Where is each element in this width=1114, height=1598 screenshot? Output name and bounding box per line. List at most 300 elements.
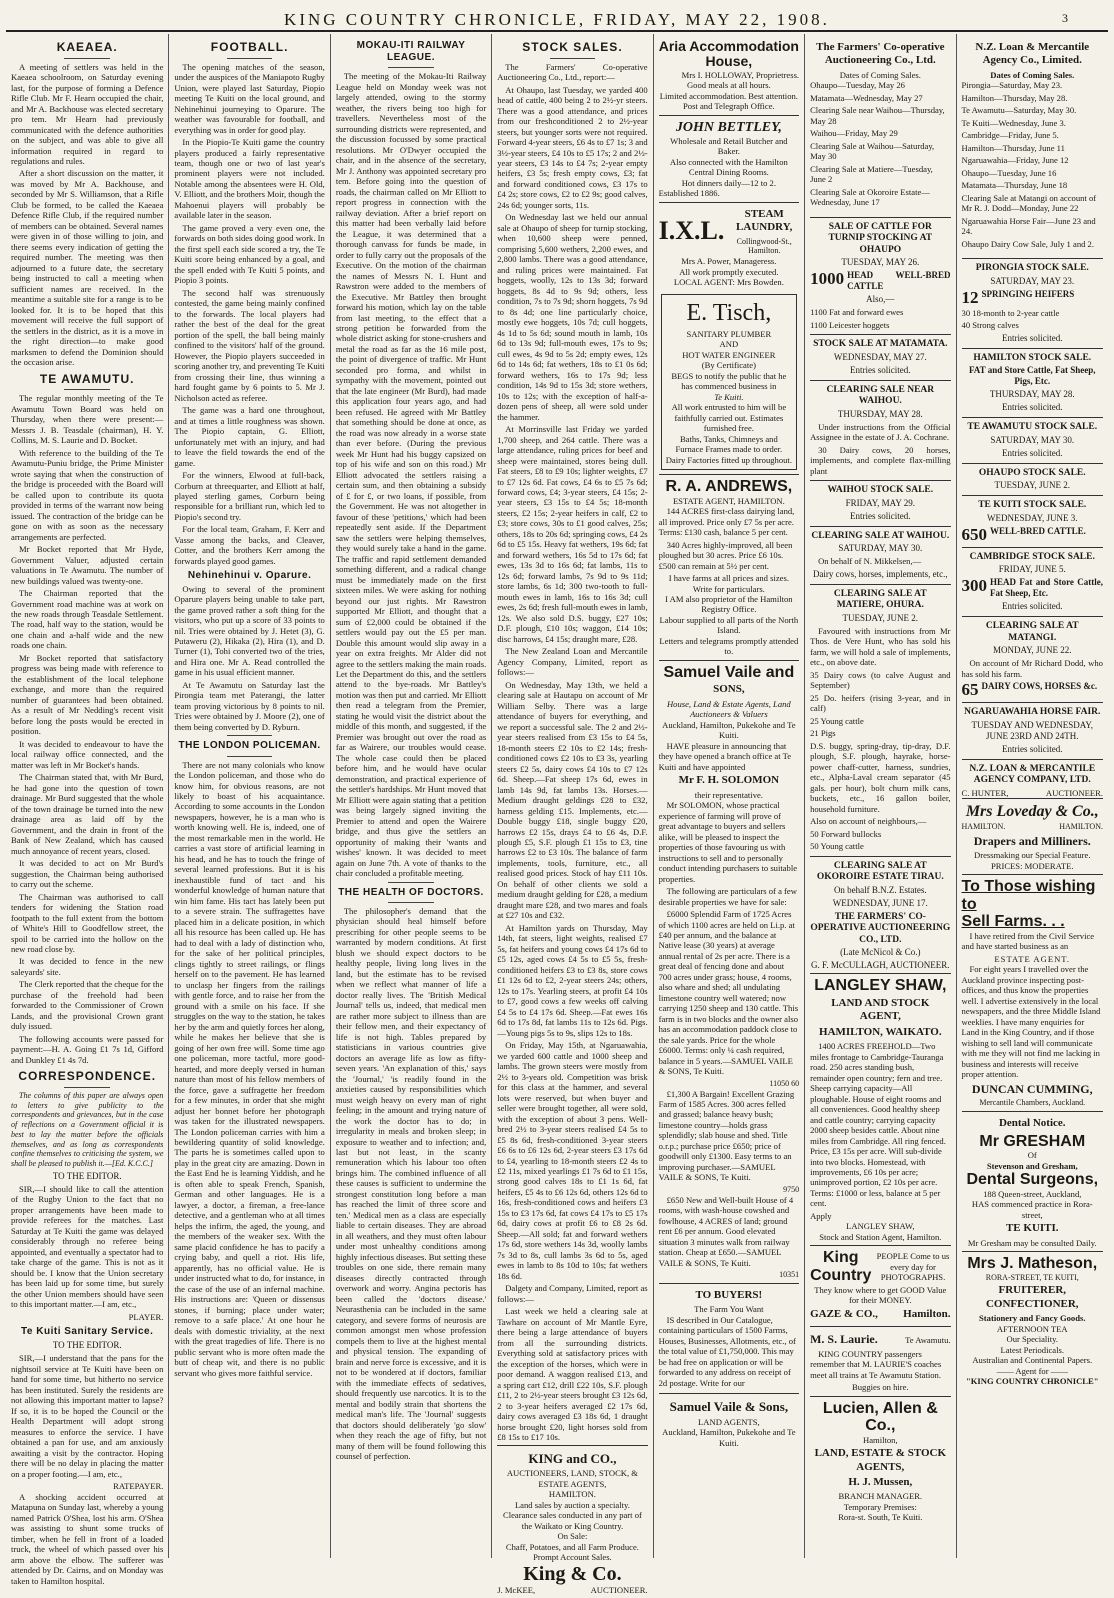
farmers-footer: (Late McNicol & Co.) — [840, 947, 921, 958]
divider — [64, 1087, 110, 1088]
nzl-date-list — [962, 80, 1103, 249]
laurie-name: M. S. Laurie. — [810, 1331, 878, 1346]
teawamutu-para: It was decided to fence in the new saleyards' site. — [11, 956, 164, 977]
divider — [810, 584, 950, 585]
lot-item: Also on account of neighbours,— — [810, 816, 927, 827]
langley-line: LANGLEY SHAW, — [846, 1221, 915, 1232]
sale-date-item: Clearing Sale at Okoroire Estate—Wednesday, June 17 — [810, 186, 930, 208]
sale-lot — [962, 681, 1103, 698]
king-co-line: Land sales by auction a specialty. — [514, 1499, 630, 1510]
tisch-name: E. Tisch, — [686, 300, 772, 327]
sale-date: TUESDAY AND WEDNESDAY, JUNE 23RD AND 24TH. — [971, 719, 1093, 741]
andrews-line: ESTATE AGENT, HAMILTON. — [672, 495, 785, 506]
column-7 — [957, 34, 1108, 1558]
divider — [810, 856, 950, 857]
loveday-line: PRICES: MODERATE. — [990, 860, 1074, 871]
divider — [810, 480, 950, 481]
langley-line: LAND AND STOCK AGENT, — [831, 996, 930, 1023]
andrews-line: Letters and telegrams promptly attended to. — [659, 635, 799, 657]
king-co-line: HAMILTON. — [548, 1489, 596, 1500]
tisch-line: Baths, Tanks, Chimneys and Furnace Frames made to order. Dairy Factories fitted up throughout. — [665, 433, 792, 465]
laurie-header — [810, 1330, 950, 1349]
vaile-line: Auckland, Hamilton, Pukekohe and Te Kuiti. — [662, 719, 796, 741]
langley-name: LANGLEY SHAW, — [814, 977, 947, 995]
gaze-footer — [810, 1306, 950, 1323]
to-the-editor: TO THE EDITOR. — [52, 1340, 122, 1351]
column-6 — [805, 34, 956, 1558]
lot-item: D.S. buggy, spring-dray, tip-dray, D.F. plough, S.F. plough, hayrake, horse-power chaff-cutter, harness, sundries, etc., Alpha-Laval cream separator (45 gals. per hour), bolt churn milk cans, buckets, etc., 16 gallon boiler, household furniture. — [810, 740, 951, 814]
entries-solicited: Entries solicited. — [1002, 447, 1063, 458]
column-5 — [654, 34, 805, 1558]
gaze-header — [810, 1249, 950, 1284]
vaile2-line: Auckland, Hamilton, Pukekohe and Te Kuiti. — [662, 1427, 796, 1448]
stock-para: On Friday, May 15th, at Ngaruawahia, we yarded 600 cattle and 1000 sheep and lambs. The grown steers were mostly from 2½ to 3-years old. Competition was brisk for this class at the hammer, and several lots were reserved, but when buyer and seller were brought together, all were sold, with the exception of about 3 pens. Well-bred 2½ to 3-year steers realised £4 5s to £5 8s 6d, fresh-conditioned 3-year steers £6 6s to £6 12s 6d, 2-year steers £3 17s 6d to £4, yearling to 18-month steers £2 4s to £2 11s, mixed yearlings £1 7s 6d to £1 15s, strong good calves 18s to £1 1s 6d, fat heifers, £5 4s to £6 12s 6d, others 12s 6d to 16s, fresh-conditioned cows and heifers £3 15s to £3 17s 6d, fat cows £4 17s to £5 17s 6d, dairy cows at profit £6 to £8 2s 6d. Sheep.—All sold; fat and forward wethers 17s 6d, store wethers 14s 3d, woolly lambs 7s 3d to 8s, cull lambs 3s 6d to 5s, aged ewes in lamb to 8s 10d to 10s; fat wethers 18s 6d. — [497, 1040, 648, 1281]
sale-heading: CLEARING SALE AT MATANGI. — [985, 621, 1079, 643]
ixl-agent: LOCAL AGENT: Mrs Bowden. — [673, 276, 784, 287]
cumming-head: To Those wishing to — [961, 878, 1096, 913]
column-2 — [169, 34, 330, 1558]
king-co-ad — [497, 1445, 647, 1598]
lot-number: 650 — [961, 524, 988, 544]
sale-heading: CLEARING SALE NEAR WAIHOU. — [826, 384, 935, 407]
bettley-name: JOHN BETTLEY, — [675, 119, 782, 135]
andrews-line: Labour supplied to all parts of the North Island. — [659, 614, 799, 636]
sale-heading: NGARUAWAHIA HORSE FAIR. — [964, 707, 1101, 718]
divider — [962, 759, 1103, 760]
divider — [64, 58, 110, 59]
football-para: The second half was strenuously contested, the game being mainly confined to the forwards. The local players had rather the best of the deal for the great portion of the spell, the ball being mainly confined to the visitors' half of the ground. However, the Piopio players succeeded in scoring another try, and preventing Te Kuiti from crossing their line, thus winning a hard fought game by 6 points to 5. Mr J. Nicholson acted as referee. — [174, 287, 325, 403]
vaile-ad — [659, 660, 799, 1283]
vaile-line: HAVE pleasure in announcing that they have opened a branch office at Te Kuiti and have appointed — [658, 740, 792, 772]
divider — [810, 526, 950, 527]
gaze-king: King — [822, 1249, 859, 1267]
divider — [962, 702, 1103, 703]
teawamutu-para: The Chairman reported that the Government road machine was at work on the new roads through Teasdale Settlement. The road, half way to the station, would be one chain and a-half wide and the new roads one chain. — [11, 588, 164, 651]
loveday-towns — [962, 822, 1103, 832]
sale-date-item: Clearing Sale at Matangi on account of Mr R. J. Dodd—Monday, June 22 — [961, 192, 1097, 214]
tisch-line: Te Kuiti. — [714, 391, 744, 402]
tisch-line: All work entrusted to him will be faithfully carried out. Estimates furnished free. — [671, 402, 787, 434]
kaeaea-para: After a short discussion on the matter, it was moved by Mr A. Backhouse, and seconded by Mr S. Williamson, that a Rifle Club be formed, to be called the Kaeaea Defence Rifle Club, if the required number of members can be obtained. Several names were given in of those willing to join, and there seems every indication of getting the required number. The meeting was then adjourned to a future date, the secretary being instructed to call a meeting when sufficient names are received. In the meantime a suitable site for a range is to be looked for. It is to be hoped that this movement will receive the full support of the settlers in the district, as it is a move in the right direction—to make good marksmen to defend the Dominion should the occasion arise. — [11, 168, 164, 368]
sale-date-item: Hamilton—Thursday, June 11 — [961, 142, 1065, 153]
sale-heading: PIRONGIA STOCK SALE. — [975, 263, 1089, 274]
stock-para: The Farmers' Co-operative Auctioneering Co., Ltd., report:— — [497, 61, 648, 83]
aria-line: Good meals at all hours. — [686, 80, 771, 91]
ixl-ad — [659, 202, 799, 291]
lucien-town: Hamilton, — [862, 1434, 898, 1445]
columns — [6, 34, 1108, 1595]
nzl-ad — [962, 36, 1103, 254]
lot-text: SPRINGING HEIFERS — [981, 288, 1075, 299]
divider — [962, 495, 1103, 496]
sale-date-item: Cambridge—Friday, June 5. — [961, 130, 1059, 141]
gaze-town: Hamilton. — [903, 1307, 951, 1320]
sale-date: SATURDAY, MAY 30. — [838, 543, 923, 554]
sale-date: FRIDAY, JUNE 5. — [998, 564, 1066, 575]
entries-solicited: Entries solicited. — [1002, 402, 1063, 413]
sale-heading: SALE OF CATTLE FOR TURNIP STOCKING AT OHAUPO — [828, 221, 933, 255]
policeman-para: There are not many colonials who know the London policeman, and those who do know him, for obvious reasons, are not likely to boast of his acquaintance. According to some accounts in the London newspapers, however, he is a man who is worth knowing well. He is, indeed, one of the most remarkable men in the world. He carries a vast store of artificial learning in his head, and he has to touch the fringe of several learned professions. But it is his inexhaustible fund of tact and his wonderful knowledge of human nature that win him fame. His tact has lately been put to a severe strain. The suffragettes have placed him in a delicate position, in which all his resource has been called up. He has had to deal with a lady of distinction who, for the sake of her political principles, clings tightly to street railings, or flings herself on to the pavement. He has learned to unclasp her fingers from the railings with gentle force, and to raise her from the ground with a smile on his face. If she struggles on the way to the station, he takes her by the arm and quietly forces her along, while he makes her believe that she is going of her own free will. Some time ago one policeman, more tactful, more good-hearted, and more deeply versed in human nature than most of his fellow members of the force, gave a suffragette her freedom for a few minutes, in order that she might adjust her bonnet before her photograph was taken for the illustrated newspapers. The London policeman carries with him a bewildering quantity of solid knowledge. The parts he is sometimes called upon to play in the great city are amazing. Down in the East End he is learning Yiddish, and he is often able to speak French, Spanish, German and other languages. He is a lawyer, a doctor, a fireman, a free-lance detective, and a gentleman who at all times helps the infirm, the aged, the young, and the members of the weaker sex. With the same placid confidence he has to pacify a crying baby, and quell a riot. His life, apparently, has no official value. He is under instructed what to do, for instance, in the case of the use of an infernal machine. His instructions are: 'Queen or dissensus stones, if burning; place under water; remove to a safe place.' At one hour he deals with domestic triviality, at the next with the great tragedies of life. There is no public servant who is more often made the butt of cheap wit, and there is no public servant who gives more faithful service. — [174, 759, 325, 1378]
lot-item: 50 Young cattle — [810, 841, 864, 852]
teawamutu-para: Mr Bocket reported that Mr Hyde, Government Valuer, adjusted certain valuations in Te Awamutu. The number of new buildings valued was twenty-one. — [11, 544, 164, 586]
farmers-date-list — [810, 80, 950, 207]
bettley-line: Hot dinners daily—12 to 2. — [681, 177, 776, 188]
cumming-head: Sell Farms. . . — [961, 913, 1065, 931]
gresham-ad — [962, 1111, 1103, 1251]
sale-date: SATURDAY, MAY 30. — [990, 434, 1075, 445]
lot-item: 25 Young cattle — [810, 715, 864, 726]
gaze-name: GAZE & CO., — [810, 1307, 878, 1320]
vaile-line: SONS, — [713, 683, 745, 696]
nzl-dates: Dates of Coming Sales. — [990, 69, 1075, 80]
teawamutu-para: With reference to the building of the Te Awamutu-Puniu bridge, the Prime Minister wrote saying that when the construction of the bridge is proceeded with the Board will be called upon to contribute its quota provided in terms of the warrant now being issued. The contraction of the bridge can be gone on with as soon as the necessary arrangements are perfected. — [11, 447, 164, 542]
divider — [810, 380, 950, 381]
vaile-rep: Mr F. H. SOLOMON — [678, 774, 780, 787]
buyers-sub: The Farm You Want — [694, 1304, 764, 1315]
sale-heading: TE KUITI STOCK SALE. — [978, 500, 1087, 511]
sale-date: SATURDAY, MAY 23. — [990, 275, 1075, 286]
andrews-line: 144 ACRES first-class dairying land, all improved. Price only £7 5s per acre. Terms: £130 cash, balance 5 per cent. — [658, 506, 795, 538]
divider — [227, 58, 272, 59]
gresham-line: Of — [1027, 1150, 1037, 1161]
nehinehinui-heading: Nehinehinui v. Oparure. — [187, 570, 312, 582]
correspondence-note: The columns of this paper are always open to letters to give publicity to the correspondents and grievances, but in the case of reflections on a Government official it is best to lay the matter before the officials themselves, and as long as correspondents confine themselves to criticising the system, we shall be pleased to publish it.—[Ed. K.C.C.] — [11, 1090, 164, 1169]
pirongia-list — [962, 308, 1103, 331]
ixl-addr: Collingwood-St., Hamilton. — [736, 236, 792, 256]
divider — [388, 902, 433, 903]
sale-date: WEDNESDAY, JUNE 3. — [987, 512, 1078, 523]
loveday-ad — [962, 798, 1103, 874]
tisch-ad — [661, 294, 797, 470]
matheson-line: FRUITERER, CONFECTIONER, — [985, 1284, 1079, 1310]
sale-date-item: Ohaupo—Tuesday, June 16 — [961, 167, 1057, 178]
lot-item: 21 Pigs — [810, 728, 836, 739]
king-co-line: Chaff, Potatoes, and all Farm Produce. — [505, 1541, 639, 1552]
vaile-ref: 11050 60 — [769, 1078, 800, 1088]
sale-heading: CLEARING SALE AT MATIERE, OHURA. — [833, 588, 927, 611]
lucien-line: BRANCH MANAGER. — [838, 1491, 923, 1502]
sale-date-item: Matamata—Thursday, June 18 — [961, 180, 1068, 191]
loveday-line: Dressmaking our Special Feature. — [974, 850, 1091, 861]
sale-text: Under instructions from the Official Assignee in the estate of J. A. Cochrane. — [810, 421, 951, 443]
lot-text: DAIRY COWS, HORSES &c. — [981, 681, 1098, 692]
vaile2-ad — [659, 1393, 799, 1451]
mokau-heading: MOKAU-ITI RAILWAY LEAGUE. — [356, 40, 466, 64]
matheson-line: "KING COUNTRY CHRONICLE" — [965, 1376, 1099, 1387]
farmers-footer: THE FARMERS' CO-OPERATIVE AUCTIONEERING CO., LTD. — [810, 911, 951, 945]
lucien-name: Lucien, Allen & Co., — [822, 1399, 938, 1435]
tisch-line: SANITARY PLUMBER — [686, 328, 772, 339]
gresham-name: Mr GRESHAM — [979, 1132, 1086, 1150]
football-para: The game proved a very even one, the forwards on both sides doing good work. In the first spell each side scored a try, the Te Kuiti score being enhanced by a goal, and the spell ended with Te Kuiti 5 points, and Piopio 3 points. — [174, 222, 325, 286]
vaile-ref: 10351 — [779, 1270, 800, 1280]
sale-heading: CLEARING SALE AT WAIHOU. — [811, 530, 950, 541]
lucien-mgr: H. J. Mussen, — [848, 1475, 913, 1488]
matheson-line: RORA-STREET, TE KUITI, — [985, 1272, 1079, 1282]
auctioneer-name: C. HUNTER, — [961, 787, 1009, 798]
vaile2-name: Samuel Vaile & Sons, — [669, 1399, 789, 1415]
lot-item: 1100 Leicester hoggets — [810, 319, 890, 330]
nzl-footer: N.Z. LOAN & MERCANTILE AGENCY COMPANY, LTD. — [969, 763, 1096, 786]
andrews-ad — [659, 474, 799, 660]
letter-para: SIR,—I understand that the pans for the nightsoil service at Te Kuiti have been on hand for some time, but hitherto no service has been instituted. Surely the residents are not allowing this important matter to lapse? If so, it is to be hoped the Council or the Health Department will adopt strong measures to enforce the service. I have obtained a pan for use, and am anxiously awaiting a visit by the contractor. Hoping there will be no delay in placing the matter on a proper footing.—I am, etc., — [11, 1353, 164, 1479]
auctioneer-name: J. McKEE, — [497, 1584, 536, 1595]
bettley-ad — [659, 115, 799, 202]
aria-title: Aria Accommodation House, — [658, 38, 799, 70]
vaile-property: £1,300 A Bargain! Excellent Grazing Farm of 1585 Acres. 300 acres felled and grassed; balance heavy bush; limestone country—holds grass splendidly; slab house and shed. Title o.r.p.; purchase price £650; price of goodwill only £1300. Easy terms to an improving purchaser.—SAMUEL VAILE & SONS, Te Kuiti. — [658, 1088, 795, 1183]
doctors-heading: THE HEALTH OF DOCTORS. — [338, 886, 484, 898]
to-the-editor: TO THE EDITOR. — [52, 1170, 122, 1181]
sale-date-item: Clearing Sale at Waihou—Saturday, May 30 — [810, 140, 935, 162]
gresham-notice: Dental Notice. — [998, 1117, 1066, 1130]
also-list — [810, 307, 950, 330]
lot-text: HEAD Fat and Store Cattle, Fat Sheep, Etc. — [990, 577, 1103, 599]
letter-signature: RATEPAYER. — [113, 1481, 164, 1492]
tisch-line: BEGS to notify the public that he has commenced business in — [671, 370, 787, 392]
laurie-ad — [810, 1326, 950, 1396]
ixl-line: All work promptly executed. — [679, 266, 779, 277]
vaile-line: Mr SOLOMON, whose practical experience of farming will prove of great advantage to buyers and sellers alike, will be pleased to inspect the properties of those favouring us with instructions to sell and to personally conduct intending purchasers to suitable properties. — [658, 800, 798, 884]
andrews-line: I AM also proprietor of the Hamilton Registry Office. — [665, 593, 793, 615]
masthead-title: KING COUNTRY CHRONICLE, FRIDAY, MAY 22, 1908. — [284, 10, 830, 29]
sale-date: TUESDAY, JUNE 2. — [842, 612, 919, 623]
correspondence-heading: CORRESPONDENCE. — [18, 1069, 157, 1084]
loveday-town: HAMILTON. — [961, 821, 1006, 831]
sale-date-item: Ngaruawahia Horse Fair—June 23 and 24. — [961, 215, 1096, 237]
lucien-line: Rora-st. South, Te Kuiti. — [838, 1512, 923, 1523]
lot-item: 40 Strong calves — [961, 320, 1019, 331]
andrews-line: 340 Acres highly-improved, all been ploughed but 30 acres. Price £6 10s. £500 can remain at 5½ per cent. — [658, 539, 793, 571]
policeman-heading: THE LONDON POLICEMAN. — [178, 740, 321, 752]
gresham-line: Mr Gresham may be consulted Daily. — [967, 1237, 1097, 1248]
football-para: For the local team, Graham, F. Kerr and Vasse among the backs, and Cleaver, Cotter, and the brothers Kerr among the forwards played good games. — [174, 524, 325, 566]
langley-line: Apply — [810, 1210, 832, 1221]
kaeaea-heading: KAEAEA. — [56, 40, 118, 54]
cumming-name: DUNCAN CUMMING, — [971, 1081, 1093, 1096]
lot-item: 50 Forward bullocks — [810, 828, 882, 839]
lot-text: WELL-BRED CATTLE. — [990, 525, 1086, 536]
matheson-line: Stationery and Fancy Goods. — [979, 1313, 1086, 1324]
football-para: In the Piopio-Te Kuiti game the country players produced a fairly representative team, though one or two of last year's prominent players were not included. Notable among the absentees were H. Old, V. Elliott, and the brothers Moir, though the Mahoenui players will probably be available later in the season. — [174, 137, 325, 221]
sale-text: FAT and Store Cattle, Fat Sheep, Pigs, Etc. — [968, 365, 1096, 387]
gresham-line: Stevenson and Gresham, — [986, 1160, 1078, 1171]
king-co-name: KING and CO., — [528, 1450, 617, 1466]
sale-heading: WAIHOU STOCK SALE. — [827, 485, 934, 496]
divider — [810, 217, 950, 218]
farmers-dates: Dates of Coming Sales. — [839, 69, 921, 80]
divider — [550, 58, 595, 59]
lot-item: 30 18-month to 2-year cattle — [961, 307, 1060, 318]
ixl-name: I.X.L. — [658, 215, 725, 245]
farmers-ad — [810, 36, 950, 213]
tisch-line: AND — [719, 339, 739, 350]
divider — [962, 547, 1103, 548]
stock-para: Dalgety and Company, Limited, report as follows:— — [497, 1283, 648, 1304]
vaile-line: House, Land & Estate Agents, Land Auctioneers & Valuers — [666, 698, 791, 720]
divider — [962, 616, 1103, 617]
column-4 — [492, 34, 653, 1595]
sale-heading: CLEARING SALE AT OKOROIRE ESTATE TIRAU. — [816, 860, 944, 883]
kaeaea-para: A meeting of settlers was held in the Kaeaea schoolroom, on Saturday evening last, for the purpose of forming a Defence Rifle Club. Mr F. Hearn occupied the chair, and Mr A. Backhouse was elected secretary pro tem. Mr Hearn had previously communicated with the defence authorities on the subject, and was able to give all information required in regard to regulations and rules. — [11, 61, 164, 166]
lot-item: 25 Do. heifers (rising 3-year, and in calf) — [810, 692, 951, 714]
king-co-line: AUCTIONEERS, LAND, STOCK, & ESTATE AGENTS, — [506, 1468, 638, 1489]
matheson-line: Australian and Continental Papers. — [972, 1355, 1093, 1366]
tisch-line: HOT WATER ENGINEER — [682, 349, 776, 360]
page-mark: 3 — [1062, 11, 1068, 25]
teawamutu-para: The regular monthly meeting of the Te Awamutu Town Board was held on Thursday, when there were present:—Messrs J. B. Teasdale (chairman), H. Y. Collins, M. S. Laurie and D. Bocket. — [11, 393, 164, 446]
matheson-line: Our Speciality. — [1006, 1334, 1058, 1345]
buyers-ad — [659, 1283, 799, 1393]
teawamutu-heading: TE AWAMUTU. — [39, 371, 135, 386]
laurie-town: Te Awamutu. — [905, 1334, 951, 1345]
gresham-line: HAS commenced practice in Rora-street, — [971, 1199, 1093, 1220]
sale-text: On behalf B.N.Z. Estates. — [833, 884, 927, 895]
masthead — [6, 0, 1108, 32]
column-1 — [6, 34, 169, 1586]
football-para: The opening matches of the season, under the auspices of the Maniapoto Rugby Union, were played last Saturday, Piopio meeting Te Kuiti on the local ground, and Nehinehinui journeying to Oparure. The weather was favourable for football, and everything was in order for good play. — [174, 61, 325, 135]
entries-solicited: Entries solicited. — [1002, 332, 1063, 343]
sale-date: FRIDAY, MAY 29. — [845, 497, 915, 508]
lot-number: 12 — [961, 287, 979, 307]
also-label: Also,— — [866, 294, 895, 305]
sale-date: WEDNESDAY, MAY 27. — [833, 351, 927, 362]
king-co-auctioneer — [497, 1585, 647, 1595]
entries-solicited: Entries solicited. — [850, 364, 911, 375]
sale-lot — [962, 289, 1103, 306]
sale-heading: STOCK SALE AT MATAMATA. — [813, 339, 948, 350]
sale-date: TUESDAY, JUNE 2. — [994, 480, 1071, 491]
andrews-line: I have farms at all prices and sizes. Write for particulars. — [668, 573, 789, 594]
king-co-line: On Sale: — [557, 1531, 588, 1542]
vaile-line: their representative. — [694, 789, 763, 800]
ixl-sub: STEAM LAUNDRY, — [736, 207, 793, 234]
sale-date-item: Clearing Sale near Waihou—Thursday, May 28 — [810, 105, 945, 126]
gresham-line: TE KUITI. — [1005, 1222, 1059, 1235]
sale-date-item: Hamilton—Thursday, May 28. — [961, 92, 1068, 103]
auctioneer-title: AUCTIONEER. — [590, 1584, 648, 1595]
sale-heading: CAMBRIDGE STOCK SALE. — [969, 551, 1095, 562]
langley-ad — [810, 973, 950, 1245]
vaile-line: The following are particulars of a few desirable properties we have for sale: — [658, 886, 797, 907]
entries-solicited: Entries solicited. — [1002, 601, 1063, 612]
sale-text: 30 Dairy cows, 20 horses, implements, and complete flax-milling plant — [810, 444, 951, 476]
sale-date: TUESDAY, MAY 26. — [841, 257, 920, 268]
teawamutu-para: It was decided to act on Mr Burd's suggestion, the Chairman being authorised to carry out the scheme. — [11, 858, 164, 890]
sale-lot — [962, 577, 1103, 599]
buyers-head: TO BUYERS! — [695, 1288, 763, 1301]
sale-date-item: Waihou—Friday, May 29 — [810, 128, 898, 139]
sale-date: MONDAY, JUNE 22. — [993, 645, 1072, 656]
letter-signature: PLAYER. — [128, 1311, 164, 1322]
gresham-title: Dental Surgeons, — [966, 1171, 1099, 1189]
vaile2-line: LAND AGENTS, — [698, 1416, 760, 1427]
teawamutu-para: The Clerk reported that the cheque for the purchase of the freehold had been forwarded to the Commissioner of Crown Lands, and the provisional Crown grant duly issued. — [11, 979, 164, 1032]
gaze-ad — [810, 1245, 950, 1326]
sale-date-item: Ohaupo—Tuesday, May 26 — [810, 80, 905, 91]
vaile-property: £650 New and Well-built House of 4 rooms, with wash-house cowshed and fowlhouse, 4 ACRES of land; ground rent £6 per annum. Good elevated situation 3 minutes walk from railway station. Cheap at £650.—SAMUEL VAILE & SONS, Te Kuiti. — [658, 1194, 794, 1268]
loveday-line: Drapers and Milliners. — [973, 833, 1091, 848]
letter-para: SIR,—I should like to call the attention of the Rugby Union to the fact that no proper arrangements have been made to provide referees for the matches. Last Saturday at Te Kuiti the game was delayed considerably through no referee being appointed, and eventually a spectator had to take charge of the game. This is not as it should be. I know that the Union secretary has been laid up for some time, but surely the other Union members should have seen to this important matter.—I am, etc., — [11, 1183, 164, 1310]
cumming-addr: Mercantile Chambers, Auckland. — [979, 1098, 1086, 1108]
football-para: For the winners, Elwood at full-back, Corburn at threequarter, and Elliott at half, played sterling games, Corburn being responsible for a brilliant run, which led to Piopio's second try. — [174, 470, 325, 522]
doctors-para: The philosopher's demand that the physician should heal himself before prescribing for other people seems to be warranted by modern conditions. At first blush we should expect doctors to be healthy people, living long lives in the land, but the estimate has to be revised when we reflect what manner of life a doctor really lives. The 'British Medical Journal' tells us, indeed, that medical men are rather more subject to illness than are their fellow men, and their expectancy of life is not high. Tables prepared by statisticians in various countries give doctors an average life as low as fifty-seven years. 'An explanation of this,' says the 'Journal,' 'is readily found in the anxieties caused by responsibilities which must weigh heavy on every man of right feeling; in the amount and trying nature of the work the doctor has to do; in irregularity in meals and broken sleep; in exposure to weather and to infection; and, last but not least, in the scanty remuneration which his labour too often brings him. The combined influence of all these causes is sufficient to undermine the strongest constitution long before a man has reached the limit of three score and ten.' Medical men as a class are especially liable to certain diseases. They are abroad in all weathers, and they must often labour under most unhealthy conditions among highly infectious diseases. But setting these troubles on one side, there remain many diseases directly contracted through overwork and worry. Angina pectoris has been called the 'doctors disease.' Neurasthenia can be included in the same category, and severe forms of neurosis are common amongst men whose profession compels them to live at the highest mental and physical tension. The expanding of brain and nerve force is excessive, and it is not to be wondered at if doctors, familiar with the immediate effects of sedatives, should frequently use narcotics. It is to the mental and bodily strain that shortens the medical man's life. The 'Journal' suggests that doctors should deliberately 'go slow' when they reach the age of fifty, but not many of them will be found following this counsel of perfection. — [335, 905, 487, 1462]
cumming-line: ESTATE AGENT. — [994, 953, 1071, 964]
laurie-line: Buggies on hire. — [852, 1382, 909, 1393]
stock-para: At Ohaupo, last Tuesday, we yarded 400 head of cattle, 400 being 2 to 2½-yr steers. There was a good attendance, and prices from our freshconditioned 2 to 2½-year steers, but younger sorts were not required. Forward 4-year steers, £6 4s to £7 1s; 3 and 3½-year steers, £4 10s to £5 17s; 2 and 2½-year steers, £3 14s to £4 7s; 2-year empty heifers, £3 5s; fresh empty cows, £3; fat and forward conditioned cows, £3 17s to £4 2s; store cows, £2 to £2 9s; good calves, 24s 6d; younger sorts, 11s. — [497, 84, 648, 210]
langley-line: 1400 ACRES FREEHOLD—Two miles frontage to Cambridge-Tauranga road. 250 acres standing bush, remainder open country; fern and tree. Sheep carrying capacity—All ploughable. House of eight rooms and all conveniences. Good healthy sheep and cattle country; carrying capacity 2000 sheep besides cattle. About nine miles from Cambridge. All ring fenced. Price, £3 15s per acre. Will sub-divide into two blocks. Homestead, with improvements, £6 10s per acre; unimproved portion, £2 10s per acre. Terms: £1000 or less, balance at 5 per cent. — [810, 1041, 946, 1209]
matheson-name: Mrs J. Matheson, — [967, 1255, 1098, 1272]
bettley-line: Also connected with the Hamilton Central Dining Rooms. — [669, 156, 788, 178]
cumming-ad — [962, 874, 1103, 1111]
stock-para: On Wednesday last we held our annual sale at Ohaupo of sheep for turnip stocking, when 10,600 sheep were penned, comprising 5,600 wethers, 2,200 ewes, and 2,800 lambs. There was a good attendance, and ruling prices were maintained. Fat hoggets, woolly, 12s to 13s 3d; forward hoggets, 8s 4d to 9s 9d; others, less condition, 7s to 7s 9d; shorn hoggets, 7s 9d to 8s 4d; one line particularly choice, mostly ewe hoggets, 10s 7d; cull hoggets, 4s 1d to 5s 6d; sound mouth in lamb, 10s 6d to 13s 9d; full-mouth ewes, 17s to 9s; cull ewes, 4s 9d to 5s 2d; empty ewes, 12s 6d to 14s 6d; fat wethers, 18s to £1 0s 6d; forward wethers, 16s to 17s 9d; less condition, 14s 9d to 15s 3d; store wethers, 10s to 12s; with the exception of half-a-dozen pens of sheep, all were sold under the hammer. — [497, 212, 648, 422]
sale-date-item: Te Awamutu—Saturday, May 30. — [961, 105, 1077, 116]
stock-para: Last week we held a clearing sale at Tawhare on account of Mr Mantle Eyre, there being a large attendance of buyers from all the surrounding districts. Everything sold at satisfactory prices with the exception of the horses, which were in poor demand. A waggon realised £13, and a spring cart £12, drill £22 10s, S.F. plough £11, 2 to 2½-year steers brought £3 12s 6d, 2 to 3-year heifers averaged £2 17s 6d, dairy cows averaged £3 18s 6d, 1 draught horse brought £20, light horses sold from £8 15s to £17 10s. — [497, 1306, 648, 1443]
langley-line: HAMILTON, WAIKATO. — [819, 1025, 942, 1038]
entries-solicited: Entries solicited. — [850, 510, 911, 521]
king-co-signature: King & Co. — [523, 1562, 622, 1585]
accident-para: A shocking accident occurred at Matapuna on Sunday last, whereby a young named Patrick O'Shea, lost his arm. O'Shea was assisting to shunt some trucks of timber, when he fell in front of a loaded truck, the wheel of which passed over his arm above the elbow. The sufferer was attended by Dr. Cairns, and on Monday was taken to Hamilton hospital. — [11, 1491, 164, 1586]
sale-heading: HAMILTON STOCK SALE. — [973, 352, 1092, 363]
sale-text: Dairy cows, horses, implements, etc., — [812, 568, 948, 579]
divider — [962, 348, 1103, 349]
divider — [227, 756, 272, 757]
sale-date: THURSDAY, MAY 28. — [989, 389, 1075, 400]
sale-lot — [810, 270, 950, 292]
lot-item: 1100 Fat and forward ewes — [810, 307, 904, 318]
gaze-country: Country — [810, 1266, 872, 1284]
sale-text: Favoured with instructions from Mr Thos. de Vere Hunt, who has sold his farm, we will hold a sale of implements, etc., on above date. — [810, 625, 951, 668]
auctioneer-title: AUCTIONEER. — [1045, 787, 1103, 798]
football-para: The game was a hard one throughout, and at times a little roughness was shown. The Piopio captain, G. Elliott, unfortunately met with an injury, and had to leave the field towards the end of the game. — [174, 405, 325, 468]
matheson-line: —— Agent for —— — [996, 1365, 1068, 1376]
ixl-header — [659, 206, 799, 256]
vaile-property: £6000 Splendid Farm of 1725 Acres of which 1100 acres are held on Li.p. at £40 per annum, and the balance at Native lease (30 years) at average annual rental of 2s per acre. There is a great deal of fencing done and about 700 acres under grass; house, 4 rooms, also whare and shed; all undulating limestone country well watered; now carrying 1250 sheep and 130 cattle. This farm is in two blocks and the owner also has an accommodation paddock close to the sale yards. Price for the whole £6000. Terms: only ¼ cash required, balance in 5 years.—SAMUEL VAILE & SONS, Te Kuiti. — [658, 909, 799, 1077]
divider — [64, 389, 110, 390]
teawamutu-para: The Chairman was authorised to call tenders for widening the Station road footpath to the full extent from the bottom of White's Hill to Goodfellow street, the spoil to be carried into the hollow on the new road close by. — [11, 891, 164, 954]
sale-date-item: Te Kuiti—Wednesday, June 3. — [961, 117, 1066, 128]
sale-text: On behalf of N. Mikkelsen,— — [818, 556, 922, 567]
sale-date-item: Ohaupo Dairy Cow Sale, July 1 and 2. — [961, 238, 1095, 249]
aria-line: Limited accommodation. Best attention. Post and Telegraph Office. — [659, 90, 798, 112]
sale-text: On account of Mr Richard Dodd, who has sold his farm. — [961, 658, 1103, 679]
divider — [810, 334, 950, 335]
divider — [227, 735, 272, 736]
tisch-line: (By Certificate) — [701, 360, 756, 371]
mokau-para: The meeting of the Mokau-Iti Railway League held on Monday week was not largely attended, owing to the stormy weather, the rivers being too high for travellers. Nevertheless most of the surrounding districts were represented, and the discussion focussed by some practical resolutions. Mr O'Dwyer occupied the chair, and in the absence of the secretary, Mr J. Anthony was appointed secretary pro tem. Before going into the question of roads, the chairman called on Mr Elliott to report progress in connection with the railway deviation. After a brief report on this matter had been verbally laid before the League, it was determined that a thorough canvass for funds be made, in order to fully carry out the proposals of the Executive. On the motion of the chairman the names of Messrs N. I. Hunt and Rawstron were added to the members of the Executive. Mr Battley then brought forward his motion, which lay on the table from last meeting, to the effect that a strong petition be forwarded from the whole district asking for stone-crushers and metal the road as far as the 16 mile post, the point of divergence of traffic. Mr Hunt seconded pro forma, and whilst in sympathy with the movement, pointed out that the late engineer (Mr Burd), had made this application four years ago, and had been refused. He agreed with Mr Battley that something should be done at once, as the road was now already in a worse state than ever before. (During the previous week Mr Hunt had his buggy capsized on top of his wife and son on this road.) Mr Elliott advocated the settlers raising a certain sum, and then obtaining a subsidy of £ for £, or two loans, if possible, from the Government. He was not altogether in favour of these 'petitions,' which had been repeatedly sent aside. If the Department saw the settlers were helping themselves, they would surely take a hand in the game. The traffic and rapid settlement demanded something different, and a radical change must be immediately made on the first sixteen miles. We were asking for nothing beyond our just rights. Mr Rawstron supported Mr Elliott, and thought that a sum of £2,000 could be obtained if the settlers would pay out the £5 per man. Double this amount would slip away in a year on extra freights. Mr Alder did not agree to the settlers making the main roads. Let the Department do this, and the settlers attend to the bye-roads. Mr Battley's motion was then put and carried. Mr Elliott then read a telegram from the Premier, stating he would visit the district about the middle of this month, and suggested, if the Premier was brought out over the road as far as Wairere, our troubles would cease. The whole case could then be placed before him, and he would have ocular demonstration, and practical experience of the settler's hardships. Mr Hunt moved that Mr Elliott were again stating that a petition was being largely signed inviting the Premier to attend and open the Wairere bridge, and thus give the settlers an opportunity of making their 'wants and wishes' known. It was decided to meet again on June 7th. A vote of thanks to the chair concluded a profitable meeting. — [335, 71, 487, 879]
sale-date-item: Ngaruawahia—Friday, June 12 — [961, 155, 1069, 166]
vaile-name: Samuel Vaile and — [663, 663, 795, 681]
gaze-line: PEOPLE Come to us every day for PHOTOGRAPHS. — [876, 1251, 950, 1283]
matheson-ad — [962, 1251, 1103, 1390]
king-co-line: Prompt Account Sales. — [533, 1552, 612, 1563]
stock-para: On Wednesday, May 13th, we held a clearing sale at Hautapu on account of Mr William Selby. There was a large attendance of buyers for everything, and we report a successful sale. The 2 and 2½-year steers realised from £3 15s to £4 5s, 18-month steers £2 10s to £2 14s; fresh-conditioned cows £2 10s to £3 3s, yearling steers £2 5s, dairy cows £4 10s to £7 12s 6d. Sheep.—Fat sheep 17s 6d, ewes in lamb 14s 9d, fat lambs 13s. Horses.—Medium draught geldings £28 to £32, harness gelding £15. Implements, etc.—Double buggy £18, single buggy £20, harrows £2 15s, drays £4 to £6 4s, D.F. plough £5, S.F. plough £1 15s to £3, tine harrows £2 to £3 10s. The balance of farm implements, tools, furniture, etc., all realised good prices. Stock of hay £11 10s. On behalf of other clients we sold a medium draught gelding for £28, a medium draught mare £28, and two mares and foals at £27 10s and £32. — [497, 679, 648, 921]
lucien-line: Temporary Premises: — [843, 1501, 917, 1512]
farmers-footer: G. F. McCULLAGH, AUCTIONEER. — [811, 960, 950, 971]
sale-date: THURSDAY, MAY 28. — [837, 408, 923, 419]
divider — [388, 882, 433, 883]
vaile-ref: 9750 — [783, 1184, 800, 1194]
lot-number: 300 — [961, 576, 988, 596]
king-co-line: Clearance sales conducted in any part of the Waikato or King Country. — [502, 1510, 642, 1531]
sale-date: WEDNESDAY, JUNE 17. — [832, 897, 928, 908]
teawamutu-para: Mr Bocket reported that satisfactory progress was being made with reference to the establishment of the local telephone exchange, and more than the required number of guarantees had been obtained. As a result of Mr Nedding's recent visit before long the posts would be erected in position. — [11, 652, 164, 737]
teawamutu-para: The Chairman stated that, with Mr Burd, he had gone into the question of town drainage. Mr Burd suggested that the whole of the town drainage be turned into the new drainage area as laid off by the Government, and the drain in front of the Bank of New Zealand, which has caused much annoyance of recent years, closed. — [11, 772, 164, 856]
bettley-line: Established 1886. — [658, 188, 720, 199]
lot-item: 35 Dairy cows (to calve August and September) — [810, 669, 951, 691]
laurie-line: KING COUNTRY passengers remember that M. LAURIE'S coaches meet all trains at Te Awamutu Station. — [810, 1348, 942, 1380]
sale-date-item: Pirongia—Saturday, May 23. — [961, 80, 1063, 91]
sanitary-heading: Te Kuiti Sanitary Service. — [21, 1326, 154, 1338]
